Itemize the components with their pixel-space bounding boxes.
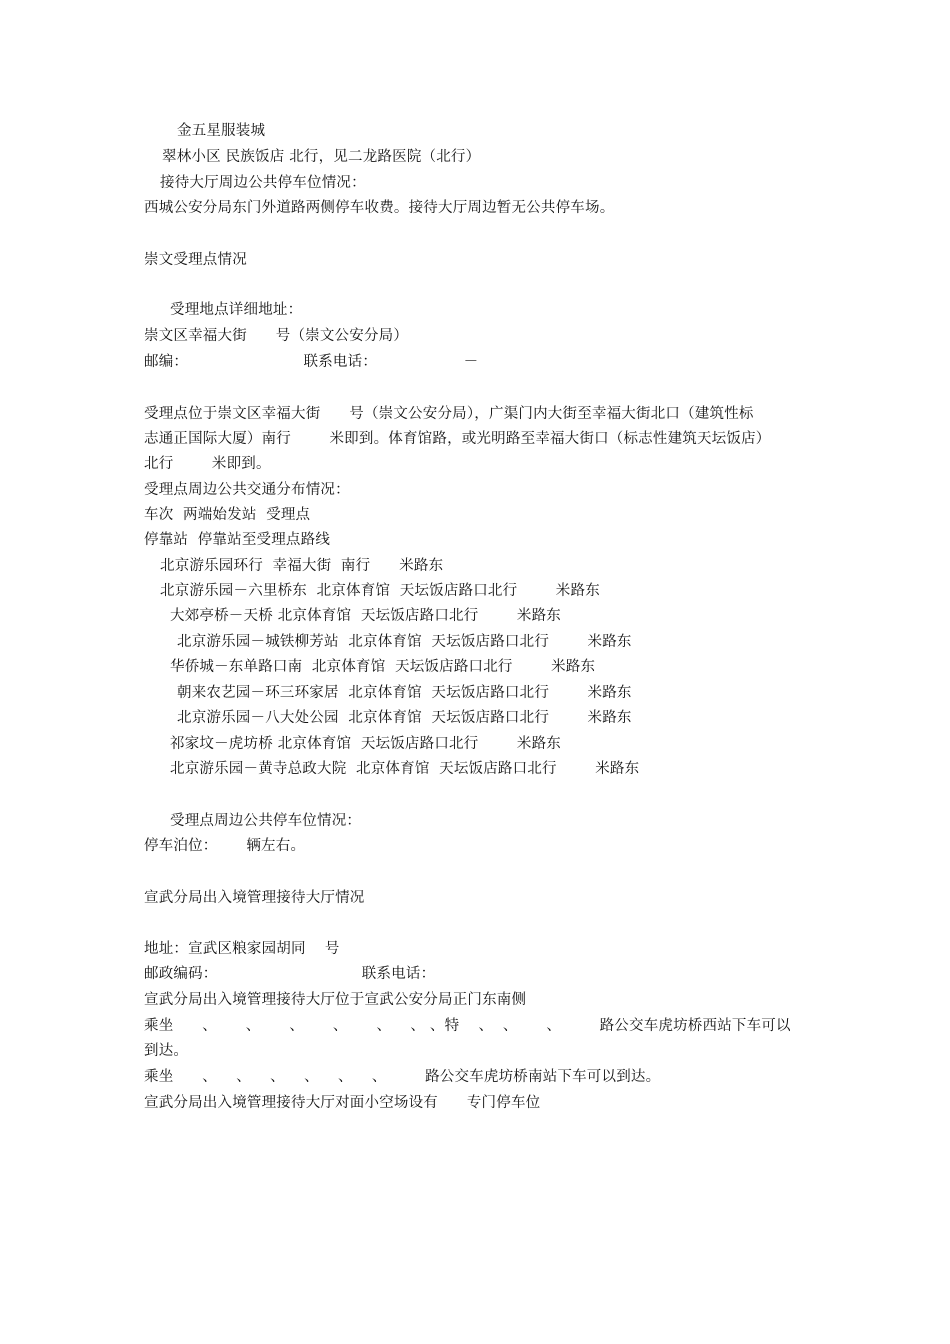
text-line: 地址：宣武区粮家园胡同 号	[144, 941, 340, 957]
text-line: 翠林小区 民族饭店 北行，见二龙路医院（北行）	[162, 149, 481, 165]
text-line: 停靠站 停靠站至受理点路线	[144, 532, 331, 548]
section-heading: 宣武分局出入境管理接待大厅情况	[144, 890, 365, 906]
bus-route-line: 北京游乐园－黄寺总政大院 北京体育馆 天坛饭店路口北行 米路东	[170, 761, 640, 777]
text-line: 邮编： 联系电话： －	[144, 354, 479, 370]
text-line: 停车泊位： 辆左右。	[144, 838, 306, 854]
text-line: 受理点周边公共交通分布情况：	[144, 482, 350, 498]
text-line: 受理点位于崇文区幸福大街 号（崇文公安分局），广渠门内大街至幸福大街北口（建筑性标	[144, 406, 754, 422]
bus-route-line: 大郊亭桥－天桥 北京体育馆 天坛饭店路口北行 米路东	[170, 608, 561, 624]
text-line: 宣武分局出入境管理接待大厅位于宣武公安分局正门东南侧	[144, 992, 527, 1008]
bus-route-line: 祁家坟－虎坊桥 北京体育馆 天坛饭店路口北行 米路东	[170, 736, 561, 752]
text-line: 乘坐 、 、 、 、 、 、 路公交车虎坊桥南站下车可以到达。	[144, 1069, 661, 1085]
text-line: 宣武分局出入境管理接待大厅对面小空场设有 专门停车位	[144, 1095, 541, 1111]
text-line: 志通正国际大厦）南行 米即到。体育馆路，或光明路至幸福大街口（标志性建筑天坛饭店）	[144, 431, 771, 447]
text-line: 乘坐 、 、 、 、 、 、 、特 、 、 、 路公交车虎坊桥西站下车可以	[144, 1018, 791, 1034]
text-line: 受理点周边公共停车位情况：	[170, 813, 362, 829]
bus-route-line: 华侨城－东单路口南 北京体育馆 天坛饭店路口北行 米路东	[170, 659, 596, 675]
text-line: 崇文区幸福大街 号（崇文公安分局）	[144, 328, 409, 344]
bus-route-line: 北京游乐园－八大处公园 北京体育馆 天坛饭店路口北行 米路东	[177, 710, 632, 726]
text-line: 受理地点详细地址：	[170, 302, 303, 318]
text-line: 接待大厅周边公共停车位情况：	[160, 175, 366, 191]
text-line: 车次 两端始发站 受理点	[144, 507, 311, 523]
text-line: 金五星服装城	[177, 123, 266, 139]
text-line: 邮政编码： 联系电话：	[144, 966, 436, 982]
bus-route-line: 北京游乐园－六里桥东 北京体育馆 天坛饭店路口北行 米路东	[160, 583, 600, 599]
bus-route-line: 朝来农艺园－环三环家居 北京体育馆 天坛饭店路口北行 米路东	[177, 685, 632, 701]
bus-route-line: 北京游乐园环行 幸福大街 南行 米路东	[160, 558, 444, 574]
bus-route-line: 北京游乐园－城铁柳芳站 北京体育馆 天坛饭店路口北行 米路东	[177, 634, 632, 650]
text-line: 西城公安分局东门外道路两侧停车收费。接待大厅周边暂无公共停车场。	[144, 200, 615, 216]
text-line: 北行 米即到。	[144, 456, 271, 472]
text-line: 到达。	[144, 1043, 189, 1059]
section-heading: 崇文受理点情况	[144, 252, 247, 268]
